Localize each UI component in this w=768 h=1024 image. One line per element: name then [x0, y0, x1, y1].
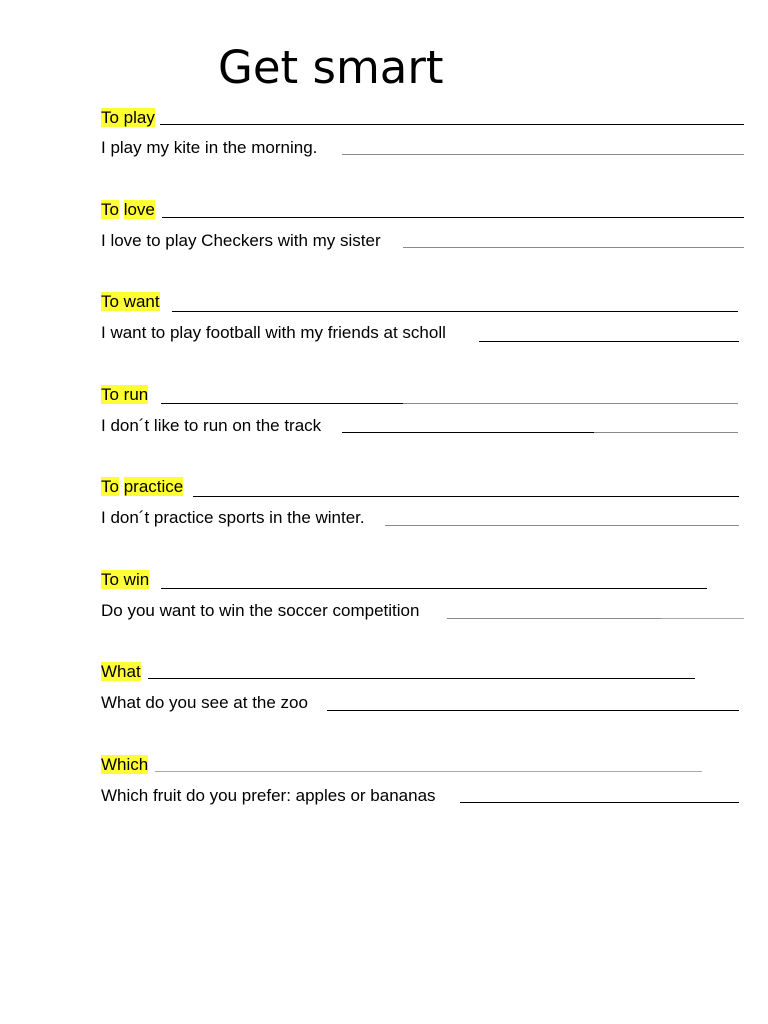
- highlighted-word: practice: [123, 477, 184, 496]
- example-sentence: Which fruit do you prefer: apples or bananas: [101, 786, 436, 805]
- vocab-word-to-run: [101, 384, 148, 406]
- answer-line-extension[interactable]: [403, 403, 738, 404]
- vocab-word-to-love: [101, 199, 155, 221]
- answer-line[interactable]: [403, 247, 744, 248]
- answer-line[interactable]: [342, 432, 594, 433]
- page-title: Get smart: [218, 41, 444, 94]
- example-sentence: I don´t like to run on the track: [101, 416, 322, 435]
- vocab-word-to-win: [101, 569, 149, 591]
- highlighted-word: To run: [101, 385, 149, 404]
- highlighted-word: To want: [101, 292, 160, 311]
- answer-line[interactable]: [148, 678, 695, 679]
- vocab-word-to-practice: [101, 476, 183, 498]
- answer-line[interactable]: [162, 217, 744, 218]
- answer-line[interactable]: [385, 525, 739, 526]
- example-sentence: I love to play Checkers with my sister: [101, 231, 381, 250]
- vocab-word-what: [101, 661, 141, 683]
- example-sentence: What do you see at the zoo: [101, 693, 308, 712]
- vocab-word-which: [101, 754, 148, 776]
- highlighted-word: To: [101, 200, 119, 219]
- example-sentence: I don´t practice sports in the winter.: [101, 508, 365, 527]
- answer-line[interactable]: [193, 496, 739, 497]
- example-sentence: I play my kite in the morning.: [101, 138, 318, 157]
- answer-line[interactable]: [460, 802, 739, 803]
- answer-line[interactable]: [161, 588, 707, 589]
- example-sentence: I want to play football with my friends at scholl: [101, 323, 446, 342]
- highlighted-word: love: [123, 200, 155, 219]
- answer-line[interactable]: [161, 403, 403, 404]
- answer-line[interactable]: [172, 311, 738, 312]
- answer-line[interactable]: [160, 124, 744, 125]
- answer-line[interactable]: [447, 618, 661, 619]
- highlighted-word: What: [101, 662, 141, 681]
- highlighted-word: To: [101, 477, 119, 496]
- answer-line[interactable]: [342, 154, 744, 155]
- vocab-word-to-want: [101, 291, 160, 313]
- highlighted-word: Which: [101, 755, 149, 774]
- vocab-word-to-play: [101, 107, 155, 129]
- highlighted-word: To play: [101, 108, 155, 127]
- highlighted-word: To win: [101, 570, 150, 589]
- answer-line[interactable]: [327, 710, 739, 711]
- answer-line-extension[interactable]: [661, 618, 744, 619]
- answer-line-extension[interactable]: [594, 432, 738, 433]
- example-sentence: Do you want to win the soccer competition: [101, 601, 420, 620]
- answer-line[interactable]: [155, 771, 702, 772]
- answer-line[interactable]: [479, 341, 739, 342]
